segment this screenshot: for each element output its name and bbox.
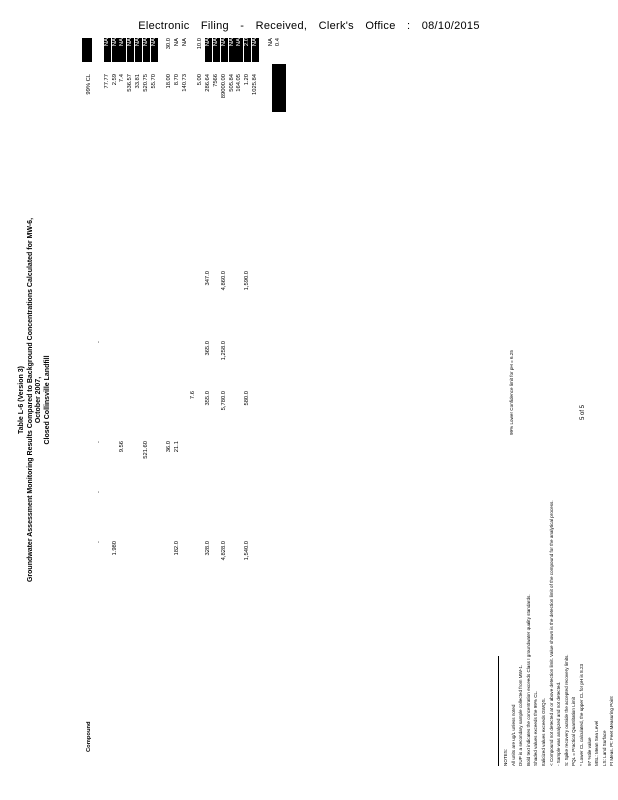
value-cell: 580.0 xyxy=(244,391,251,406)
value-cell: 4,828.0 xyxy=(220,541,227,561)
flag-cell: NA xyxy=(119,38,126,62)
cl-cell: 286.64 xyxy=(205,74,212,92)
rotated-table-page xyxy=(14,20,615,780)
flag-column-header-bar xyxy=(82,38,92,62)
shaded-cl-cell xyxy=(272,64,286,112)
title-line-3: October 2007, xyxy=(35,376,42,424)
value-cell: 328.0 xyxy=(205,541,212,556)
flag-cell: NA xyxy=(127,38,134,62)
cl-cell: 89000.00 xyxy=(220,74,227,99)
cl-cell: 520.75 xyxy=(142,74,149,92)
cl-cell: 1.20 xyxy=(244,74,251,86)
value-cell: 1,540.0 xyxy=(244,541,251,561)
flag-cell: NA xyxy=(205,38,212,62)
notes-section xyxy=(502,346,616,766)
cl-cell: 505.84 xyxy=(228,74,235,92)
flag-cell: NA xyxy=(267,38,274,47)
note-line: LS: Land Surface xyxy=(601,730,607,766)
cl-cell: 18.00 xyxy=(166,74,173,89)
value-cell: - xyxy=(96,341,102,343)
cl-cell: 77.77 xyxy=(103,74,110,89)
notes-divider xyxy=(498,656,499,766)
flag-cell: NA xyxy=(174,38,180,47)
cl-cell: 5.00 xyxy=(197,74,204,86)
flag-cell: NA xyxy=(213,38,220,62)
cl-footnote: 99% Lower Confidence limit for pH = 6.25 xyxy=(509,350,514,435)
title-line-2: Groundwater Assessment Monitoring Results Compared to Background Concentrations Calculated for MW-6, xyxy=(26,217,34,583)
value-cell: 1,258.0 xyxy=(220,341,227,361)
note-line: DUP is a secondary sample collected from MW-1. xyxy=(518,664,524,766)
flag-cell: 0.4 xyxy=(275,38,282,47)
value-cell: 365.0 xyxy=(205,341,212,356)
page-number: 5 of 5 xyxy=(580,404,586,420)
value-cell: 355.0 xyxy=(205,391,212,406)
value-cell: - xyxy=(96,441,102,443)
note-line: < Compound not detected at or above detection limit. Value shown is the detection limit of the compound for the analytical process. xyxy=(548,500,554,766)
note-line: NOTES: xyxy=(503,748,508,766)
cl-cell: 8.70 xyxy=(174,74,180,86)
flag-cell: NA xyxy=(104,38,111,62)
note-line: - Sample was analyzed and not detected. xyxy=(556,681,562,766)
flag-cell: 30.0 xyxy=(166,38,173,50)
value-cell: 36.0 xyxy=(166,441,173,453)
flag-cell xyxy=(190,38,197,62)
value-cell: 21.1 xyxy=(174,441,180,453)
note-line: S: Spike recovery outside the accepted recovery limits. xyxy=(563,654,569,766)
note-line: Shaded values exceeds the 99% CL. xyxy=(533,690,539,766)
flag-cell: NA xyxy=(143,38,150,62)
note-line: Bold text indicates the concentration exceeds Class I groundwater quality standards. xyxy=(525,594,531,766)
value-cell: 521.60 xyxy=(142,441,149,459)
flag-cell: 2.0 xyxy=(244,38,251,62)
note-line: MSL: Mean Sea Level xyxy=(594,720,600,766)
flag-cell: NA xyxy=(151,38,158,62)
cl-cell: 164.05 xyxy=(236,74,243,92)
value-cell: - xyxy=(96,541,102,543)
filing-header: Electronic Filing - Received, Clerk's Office : 08/10/2015 xyxy=(138,20,480,32)
flag-cell: NA xyxy=(221,38,228,62)
cl-cell: 7566 xyxy=(213,74,219,87)
value-cell: - xyxy=(96,491,102,493)
flag-cell: NA xyxy=(181,38,188,47)
title-line-4: Closed Collinsville Landfill xyxy=(43,355,51,445)
cl-cell: 140.73 xyxy=(181,74,188,92)
cl-cell: 536.57 xyxy=(127,74,134,92)
note-line: All units are ug/L unless noted xyxy=(510,704,516,766)
flag-cell: NA xyxy=(252,38,259,62)
cl-cell: 1025.84 xyxy=(252,74,258,95)
value-cell: 347.0 xyxy=(205,271,212,286)
value-cell: 9.56 xyxy=(119,441,126,453)
value-cell: 1,590.0 xyxy=(244,271,251,291)
flag-cell: NA xyxy=(229,38,236,62)
compound-header: Compound xyxy=(86,721,92,752)
value-cell: 182.0 xyxy=(174,541,180,556)
flag-cell: NA xyxy=(236,38,243,62)
flag-cell xyxy=(158,38,165,62)
note-line: Ft Meas. Pt: Feet Measuring Point xyxy=(609,696,615,766)
title-line-1: Table L-6 (Version 3) xyxy=(18,366,25,434)
note-line: PQL = Practical Quantitation Limit xyxy=(571,697,577,766)
flag-cell xyxy=(260,38,267,62)
flag-cell xyxy=(96,38,103,62)
note-line: 97 %tile value xyxy=(586,737,592,766)
value-cell: 4,860.0 xyxy=(220,271,227,291)
cl-header: 99% CL xyxy=(86,74,92,95)
cl-cell: 55.70 xyxy=(150,74,157,89)
flag-cell: NA xyxy=(112,38,119,62)
cl-cell: 33.81 xyxy=(135,74,141,89)
note-line: Italicized values exceeds GWQS. xyxy=(540,698,546,766)
table-title xyxy=(18,20,52,780)
note-line: * Lower CL calculated, the upper CL for pH is 8.23 xyxy=(578,663,584,766)
flag-cell: 10.0 xyxy=(197,38,204,50)
value-cell: 1.980 xyxy=(111,541,118,556)
cl-cell: 7.4 xyxy=(119,74,126,83)
value-cell: 5,780.0 xyxy=(220,391,227,411)
flag-cell: NA xyxy=(135,38,142,62)
cl-cell: 2.59 xyxy=(111,74,118,86)
value-cell: 7.6 xyxy=(189,391,196,400)
